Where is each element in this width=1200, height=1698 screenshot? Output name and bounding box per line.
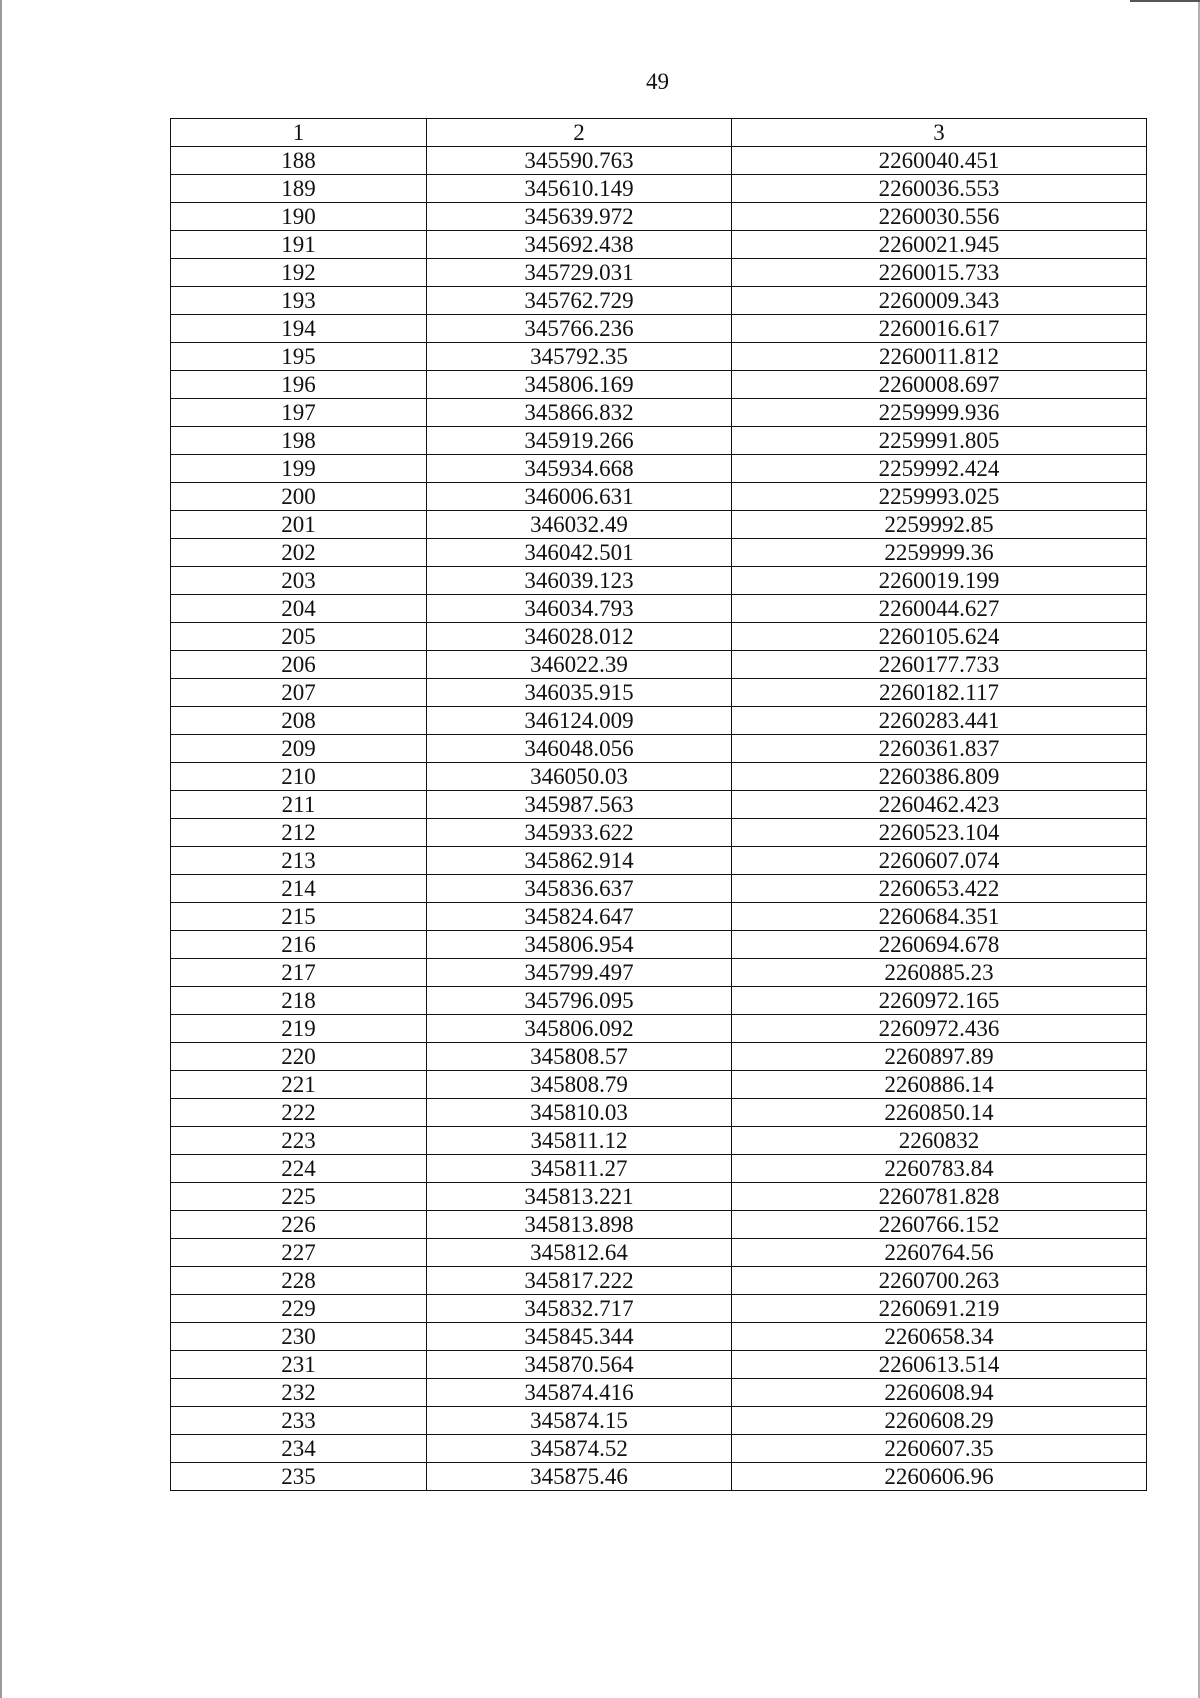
y-coordinate-cell: 2259991.805 xyxy=(732,427,1147,455)
table-row xyxy=(171,287,1147,315)
point-number-cell: 191 xyxy=(171,231,427,259)
point-number-cell: 194 xyxy=(171,315,427,343)
point-number-cell: 211 xyxy=(171,791,427,819)
table-row xyxy=(171,1435,1147,1463)
x-coordinate-cell: 345729.031 xyxy=(427,259,732,287)
table-row xyxy=(171,931,1147,959)
y-coordinate-cell: 2259992.85 xyxy=(732,511,1147,539)
x-coordinate-cell: 346034.793 xyxy=(427,595,732,623)
point-number-cell: 199 xyxy=(171,455,427,483)
table-row xyxy=(171,875,1147,903)
table-row xyxy=(171,175,1147,203)
point-number-cell: 198 xyxy=(171,427,427,455)
table-row xyxy=(171,623,1147,651)
point-number-cell: 215 xyxy=(171,903,427,931)
point-number-cell: 210 xyxy=(171,763,427,791)
y-coordinate-cell: 2260613.514 xyxy=(732,1351,1147,1379)
table-row xyxy=(171,315,1147,343)
table-row xyxy=(171,455,1147,483)
point-number-cell: 218 xyxy=(171,987,427,1015)
y-coordinate-cell: 2259992.424 xyxy=(732,455,1147,483)
x-coordinate-cell: 345874.15 xyxy=(427,1407,732,1435)
y-coordinate-cell: 2260972.165 xyxy=(732,987,1147,1015)
y-coordinate-cell: 2260177.733 xyxy=(732,651,1147,679)
y-coordinate-cell: 2260972.436 xyxy=(732,1015,1147,1043)
point-number-cell: 195 xyxy=(171,343,427,371)
point-number-cell: 227 xyxy=(171,1239,427,1267)
y-coordinate-cell: 2260700.263 xyxy=(732,1267,1147,1295)
table-row xyxy=(171,147,1147,175)
x-coordinate-cell: 345934.668 xyxy=(427,455,732,483)
point-number-cell: 224 xyxy=(171,1155,427,1183)
y-coordinate-cell: 2260283.441 xyxy=(732,707,1147,735)
x-coordinate-cell: 346124.009 xyxy=(427,707,732,735)
point-number-cell: 197 xyxy=(171,399,427,427)
y-coordinate-cell: 2260850.14 xyxy=(732,1099,1147,1127)
point-number-cell: 209 xyxy=(171,735,427,763)
table-row xyxy=(171,707,1147,735)
y-coordinate-cell: 2260781.828 xyxy=(732,1183,1147,1211)
point-number-cell: 189 xyxy=(171,175,427,203)
x-coordinate-cell: 345610.149 xyxy=(427,175,732,203)
point-number-cell: 192 xyxy=(171,259,427,287)
point-number-cell: 223 xyxy=(171,1127,427,1155)
y-coordinate-cell: 2260897.89 xyxy=(732,1043,1147,1071)
column-header-3: 3 xyxy=(732,119,1147,147)
point-number-cell: 219 xyxy=(171,1015,427,1043)
table-row xyxy=(171,399,1147,427)
y-coordinate-cell: 2260608.94 xyxy=(732,1379,1147,1407)
table-row xyxy=(171,1043,1147,1071)
point-number-cell: 221 xyxy=(171,1071,427,1099)
x-coordinate-cell: 346032.49 xyxy=(427,511,732,539)
x-coordinate-cell: 346006.631 xyxy=(427,483,732,511)
x-coordinate-cell: 345813.221 xyxy=(427,1183,732,1211)
point-number-cell: 225 xyxy=(171,1183,427,1211)
table-body xyxy=(171,147,1147,1491)
y-coordinate-cell: 2260019.199 xyxy=(732,567,1147,595)
x-coordinate-cell: 346048.056 xyxy=(427,735,732,763)
y-coordinate-cell: 2260523.104 xyxy=(732,819,1147,847)
x-coordinate-cell: 345870.564 xyxy=(427,1351,732,1379)
x-coordinate-cell: 345792.35 xyxy=(427,343,732,371)
scan-edge-left xyxy=(0,0,2,1698)
x-coordinate-cell: 346028.012 xyxy=(427,623,732,651)
x-coordinate-cell: 345692.438 xyxy=(427,231,732,259)
y-coordinate-cell: 2259999.36 xyxy=(732,539,1147,567)
table-row xyxy=(171,203,1147,231)
point-number-cell: 188 xyxy=(171,147,427,175)
x-coordinate-cell: 345811.27 xyxy=(427,1155,732,1183)
x-coordinate-cell: 345813.898 xyxy=(427,1211,732,1239)
table-row xyxy=(171,679,1147,707)
point-number-cell: 222 xyxy=(171,1099,427,1127)
table-row xyxy=(171,763,1147,791)
table-row xyxy=(171,371,1147,399)
point-number-cell: 204 xyxy=(171,595,427,623)
y-coordinate-cell: 2260008.697 xyxy=(732,371,1147,399)
page-number: 49 xyxy=(646,69,669,94)
point-number-cell: 226 xyxy=(171,1211,427,1239)
y-coordinate-cell: 2260030.556 xyxy=(732,203,1147,231)
point-number-cell: 234 xyxy=(171,1435,427,1463)
table-row xyxy=(171,483,1147,511)
table-row xyxy=(171,1183,1147,1211)
table-row xyxy=(171,539,1147,567)
x-coordinate-cell: 345811.12 xyxy=(427,1127,732,1155)
y-coordinate-cell: 2260658.34 xyxy=(732,1323,1147,1351)
y-coordinate-cell: 2260764.56 xyxy=(732,1239,1147,1267)
x-coordinate-cell: 345919.266 xyxy=(427,427,732,455)
y-coordinate-cell: 2259999.936 xyxy=(732,399,1147,427)
column-header-1: 1 xyxy=(171,119,427,147)
point-number-cell: 220 xyxy=(171,1043,427,1071)
point-number-cell: 229 xyxy=(171,1295,427,1323)
y-coordinate-cell: 2260607.074 xyxy=(732,847,1147,875)
y-coordinate-cell: 2260105.624 xyxy=(732,623,1147,651)
point-number-cell: 203 xyxy=(171,567,427,595)
table-row xyxy=(171,1267,1147,1295)
x-coordinate-cell: 345810.03 xyxy=(427,1099,732,1127)
table-row xyxy=(171,791,1147,819)
point-number-cell: 235 xyxy=(171,1463,427,1491)
table-row xyxy=(171,1015,1147,1043)
table-row xyxy=(171,819,1147,847)
table-row xyxy=(171,1379,1147,1407)
table-row xyxy=(171,1295,1147,1323)
y-coordinate-cell: 2260009.343 xyxy=(732,287,1147,315)
y-coordinate-cell: 2260182.117 xyxy=(732,679,1147,707)
point-number-cell: 232 xyxy=(171,1379,427,1407)
y-coordinate-cell: 2260607.35 xyxy=(732,1435,1147,1463)
point-number-cell: 205 xyxy=(171,623,427,651)
x-coordinate-cell: 345836.637 xyxy=(427,875,732,903)
y-coordinate-cell: 2260886.14 xyxy=(732,1071,1147,1099)
y-coordinate-cell: 2259993.025 xyxy=(732,483,1147,511)
table-row xyxy=(171,567,1147,595)
point-number-cell: 228 xyxy=(171,1267,427,1295)
coordinates-table xyxy=(170,118,1147,1491)
x-coordinate-cell: 345824.647 xyxy=(427,903,732,931)
table-row xyxy=(171,847,1147,875)
table-row xyxy=(171,1211,1147,1239)
table-row xyxy=(171,595,1147,623)
table-header-row xyxy=(171,119,1147,147)
x-coordinate-cell: 345806.954 xyxy=(427,931,732,959)
y-coordinate-cell: 2260044.627 xyxy=(732,595,1147,623)
x-coordinate-cell: 345845.344 xyxy=(427,1323,732,1351)
table-row xyxy=(171,1155,1147,1183)
x-coordinate-cell: 345817.222 xyxy=(427,1267,732,1295)
x-coordinate-cell: 345832.717 xyxy=(427,1295,732,1323)
table-row xyxy=(171,1407,1147,1435)
point-number-cell: 216 xyxy=(171,931,427,959)
y-coordinate-cell: 2260766.152 xyxy=(732,1211,1147,1239)
x-coordinate-cell: 346042.501 xyxy=(427,539,732,567)
y-coordinate-cell: 2260021.945 xyxy=(732,231,1147,259)
y-coordinate-cell: 2260885.23 xyxy=(732,959,1147,987)
y-coordinate-cell: 2260361.837 xyxy=(732,735,1147,763)
point-number-cell: 230 xyxy=(171,1323,427,1351)
y-coordinate-cell: 2260832 xyxy=(732,1127,1147,1155)
table-row xyxy=(171,511,1147,539)
table-row xyxy=(171,1351,1147,1379)
x-coordinate-cell: 346039.123 xyxy=(427,567,732,595)
table-row xyxy=(171,1239,1147,1267)
x-coordinate-cell: 345812.64 xyxy=(427,1239,732,1267)
table-row xyxy=(171,231,1147,259)
x-coordinate-cell: 345766.236 xyxy=(427,315,732,343)
table-row xyxy=(171,1463,1147,1491)
point-number-cell: 200 xyxy=(171,483,427,511)
point-number-cell: 212 xyxy=(171,819,427,847)
x-coordinate-cell: 345808.57 xyxy=(427,1043,732,1071)
x-coordinate-cell: 345796.095 xyxy=(427,987,732,1015)
table-row xyxy=(171,259,1147,287)
table-row xyxy=(171,1099,1147,1127)
x-coordinate-cell: 346050.03 xyxy=(427,763,732,791)
y-coordinate-cell: 2260462.423 xyxy=(732,791,1147,819)
x-coordinate-cell: 345874.416 xyxy=(427,1379,732,1407)
point-number-cell: 190 xyxy=(171,203,427,231)
y-coordinate-cell: 2260694.678 xyxy=(732,931,1147,959)
x-coordinate-cell: 345875.46 xyxy=(427,1463,732,1491)
y-coordinate-cell: 2260011.812 xyxy=(732,343,1147,371)
x-coordinate-cell: 345933.622 xyxy=(427,819,732,847)
point-number-cell: 213 xyxy=(171,847,427,875)
point-number-cell: 233 xyxy=(171,1407,427,1435)
x-coordinate-cell: 345987.563 xyxy=(427,791,732,819)
table-row xyxy=(171,1127,1147,1155)
table-row xyxy=(171,1071,1147,1099)
y-coordinate-cell: 2260386.809 xyxy=(732,763,1147,791)
table-row xyxy=(171,343,1147,371)
x-coordinate-cell: 345806.169 xyxy=(427,371,732,399)
table-row xyxy=(171,987,1147,1015)
x-coordinate-cell: 346022.39 xyxy=(427,651,732,679)
x-coordinate-cell: 345762.729 xyxy=(427,287,732,315)
point-number-cell: 202 xyxy=(171,539,427,567)
y-coordinate-cell: 2260684.351 xyxy=(732,903,1147,931)
y-coordinate-cell: 2260036.553 xyxy=(732,175,1147,203)
table-row xyxy=(171,735,1147,763)
point-number-cell: 207 xyxy=(171,679,427,707)
y-coordinate-cell: 2260608.29 xyxy=(732,1407,1147,1435)
point-number-cell: 231 xyxy=(171,1351,427,1379)
x-coordinate-cell: 346035.915 xyxy=(427,679,732,707)
y-coordinate-cell: 2260653.422 xyxy=(732,875,1147,903)
y-coordinate-cell: 2260016.617 xyxy=(732,315,1147,343)
point-number-cell: 196 xyxy=(171,371,427,399)
point-number-cell: 217 xyxy=(171,959,427,987)
x-coordinate-cell: 345862.914 xyxy=(427,847,732,875)
x-coordinate-cell: 345874.52 xyxy=(427,1435,732,1463)
table-row xyxy=(171,903,1147,931)
y-coordinate-cell: 2260040.451 xyxy=(732,147,1147,175)
table-row xyxy=(171,651,1147,679)
x-coordinate-cell: 345866.832 xyxy=(427,399,732,427)
point-number-cell: 193 xyxy=(171,287,427,315)
point-number-cell: 206 xyxy=(171,651,427,679)
y-coordinate-cell: 2260015.733 xyxy=(732,259,1147,287)
x-coordinate-cell: 345639.972 xyxy=(427,203,732,231)
point-number-cell: 208 xyxy=(171,707,427,735)
y-coordinate-cell: 2260691.219 xyxy=(732,1295,1147,1323)
scan-edge-top-right xyxy=(1130,0,1200,2)
table-row xyxy=(171,427,1147,455)
column-header-2: 2 xyxy=(427,119,732,147)
y-coordinate-cell: 2260606.96 xyxy=(732,1463,1147,1491)
y-coordinate-cell: 2260783.84 xyxy=(732,1155,1147,1183)
x-coordinate-cell: 345808.79 xyxy=(427,1071,732,1099)
table-row xyxy=(171,959,1147,987)
point-number-cell: 201 xyxy=(171,511,427,539)
x-coordinate-cell: 345590.763 xyxy=(427,147,732,175)
table-row xyxy=(171,1323,1147,1351)
x-coordinate-cell: 345799.497 xyxy=(427,959,732,987)
x-coordinate-cell: 345806.092 xyxy=(427,1015,732,1043)
point-number-cell: 214 xyxy=(171,875,427,903)
